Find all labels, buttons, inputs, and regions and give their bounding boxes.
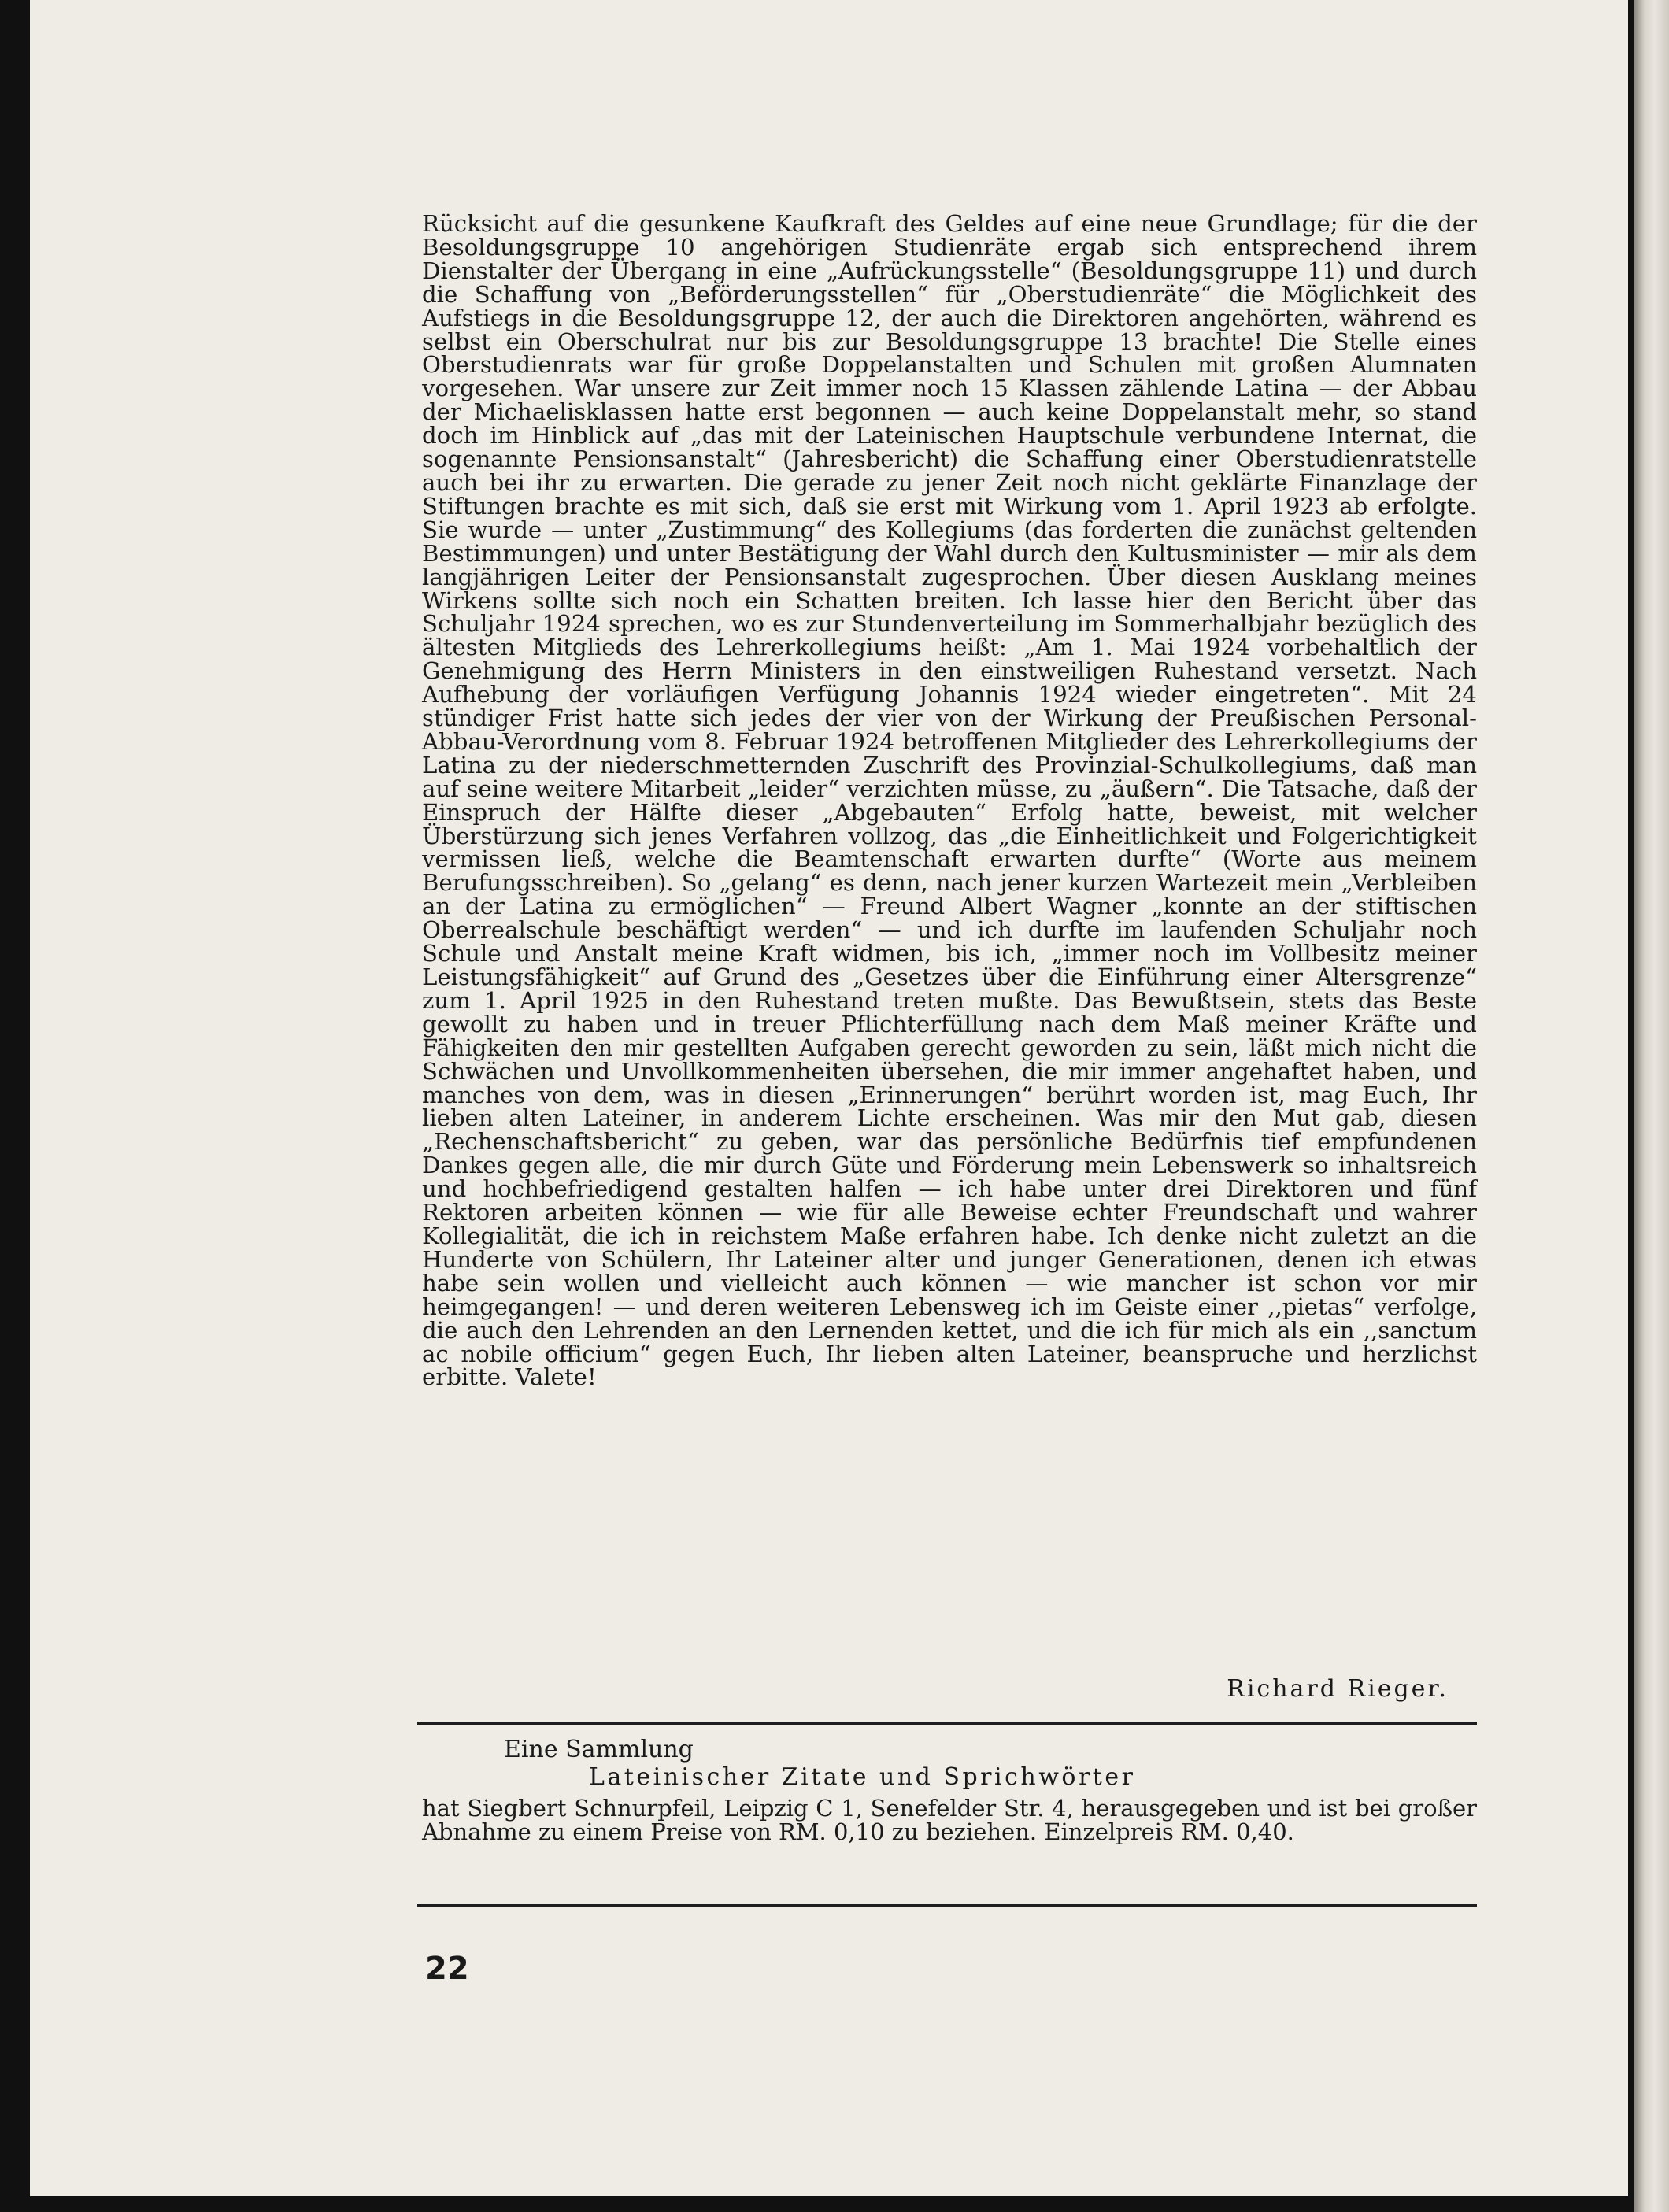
notice-body: hat Siegbert Schnurpfeil, Leipzig C 1, Senefelder Str. 4, herausgegeben und ist bei großer Abnahme zu einem Preise von RM. 0,10 zu beziehen. Einzelpreis RM. 0,40.: [422, 1795, 1477, 1845]
notice-intro: Eine Sammlung: [504, 1736, 694, 1763]
section-divider-top: [417, 1722, 1477, 1725]
notice-title: Lateinischer Zitate und Sprichwörter: [589, 1763, 1136, 1791]
page-number: 22: [425, 1951, 469, 1987]
author-signature: Richard Rieger.: [1227, 1675, 1449, 1703]
section-divider-bottom: [417, 1904, 1477, 1907]
main-body-text: Rücksicht auf die gesunkene Kaufkraft des Geldes auf eine neue Grundlage; für die der Besoldungsgruppe 10 angehörigen Studienräte ergab sich entsprechend ihrem Dienstalter der Übergang in eine „Aufrückungsstelle“ (Besoldungsgruppe 11) und durch die Schaffung von „Beförderungsstellen“ für „Oberstudienräte“ die Möglichkeit des Aufstiegs in die Besoldungsgruppe 12, der auch die Direktoren angehörten, während es selbst ein Oberschulrat nur bis zur Besoldungsgruppe 13 brachte! Die Stelle eines Oberstudienrats war für große Doppelanstalten und Schulen mit großen Alumnaten vorgesehen. War unsere zur Zeit immer noch 15 Klassen zählende Latina — der Abbau der Michaelisklassen hatte erst begonnen — auch keine Doppelanstalt mehr, so stand doch im Hinblick auf „das mit der Lateinischen Hauptschule verbundene Internat, die sogenannte Pensionsanstalt“ (Jahresbericht) die Schaffung einer Oberstudienratstelle auch bei ihr zu erwarten. Die gerade zu jener Zeit noch nicht geklärte Finanzlage der Stiftungen brachte es mit sich, daß sie erst mit Wirkung vom 1. April 1923 ab erfolgte. Sie wurde — unter „Zustimmung“ des Kollegiums (das forderten die zunächst geltenden Bestimmungen) und unter Bestätigung der Wahl durch den Kultusminister — mir als dem langjährigen Leiter der Pensionsanstalt zugesprochen. Über diesen Ausklang meines Wirkens sollte sich noch ein Schatten breiten. Ich lasse hier den Bericht über das Schuljahr 1924 sprechen, wo es zur Stundenverteilung im Sommerhalbjahr bezüglich des ältesten Mitglieds des Lehrerkollegiums heißt: „Am 1. Mai 1924 vorbehaltlich der Genehmigung des Herrn Ministers in den einstweiligen Ruhestand versetzt. Nach Aufhebung der vorläufigen Verfügung Johannis 1924 wieder eingetreten“. Mit 24 stündiger Frist hatte sich jedes der vier von der Wirkung der Preußischen Personal-Abbau-Verordnung vom 8. Februar 1924 betroffenen Mitglieder des Lehrerkollegiums der Latina zu der niederschmetternden Zuschrift des Provinzial-Schulkollegiums, daß man auf seine weitere Mitarbeit „leider“ verzichten müsse, zu „äußern“. Die Tatsache, daß der Einspruch der Hälfte dieser „Abgebauten“ Erfolg hatte, beweist, mit welcher Überstürzung sich jenes Verfahren vollzog, das „die Einheitlichkeit und Folgerichtigkeit vermissen ließ, welche die Beamtenschaft erwarten durfte“ (Worte aus meinem Berufungsschreiben). So „gelang“ es denn, nach jener kurzen Wartezeit mein „Verbleiben an der Latina zu ermöglichen“ — Freund Albert Wagner „konnte an der stiftischen Oberrealschule beschäftigt werden“ — und ich durfte im laufenden Schuljahr noch Schule und Anstalt meine Kraft widmen, bis ich, „immer noch im Vollbesitz meiner Leistungsfähigkeit“ auf Grund des „Gesetzes über die Einführung einer Altersgrenze“ zum 1. April 1925 in den Ruhestand treten mußte. Das Bewußtsein, stets das Beste gewollt zu haben und in treuer Pflichterfüllung nach dem Maß meiner Kräfte und Fähigkeiten den mir gestellten Aufgaben gerecht geworden zu sein, läßt mich nicht die Schwächen und Unvollkommenheiten übersehen, die mir immer angehaftet haben, und manches von dem, was in diesen „Erinnerungen“ berührt worden ist, mag Euch, Ihr lieben alten Lateiner, in anderem Lichte erscheinen. Was mir den Mut gab, diesen „Rechenschaftsbericht“ zu geben, war das persönliche Bedürfnis tief empfundenen Dankes gegen alle, die mir durch Güte und Förderung mein Lebenswerk so inhaltsreich und hochbefriedigend gestalten halfen — ich habe unter drei Direktoren und fünf Rektoren arbeiten können — wie für alle Beweise echter Freundschaft und wahrer Kollegialität, die ich in reichstem Maße erfahren habe. Ich denke nicht zuletzt an die Hunderte von Schülern, Ihr Lateiner alter und junger Generationen, denen ich etwas habe sein wollen und vielleicht auch können — wie mancher ist schon vor mir heimgegangen! — und deren weiteren Lebensweg ich im Geiste einer ,,pietas“ verfolge, die auch den Lehrenden an den Lernenden kettet, und die ich für mich als ein ,,sanctum ac nobile officium“ gegen Euch, Ihr lieben alten Lateiner, beanspruche und herzlichst erbitte. Valete!: [422, 210, 1477, 1391]
next-page-edge: [1634, 0, 1669, 2212]
